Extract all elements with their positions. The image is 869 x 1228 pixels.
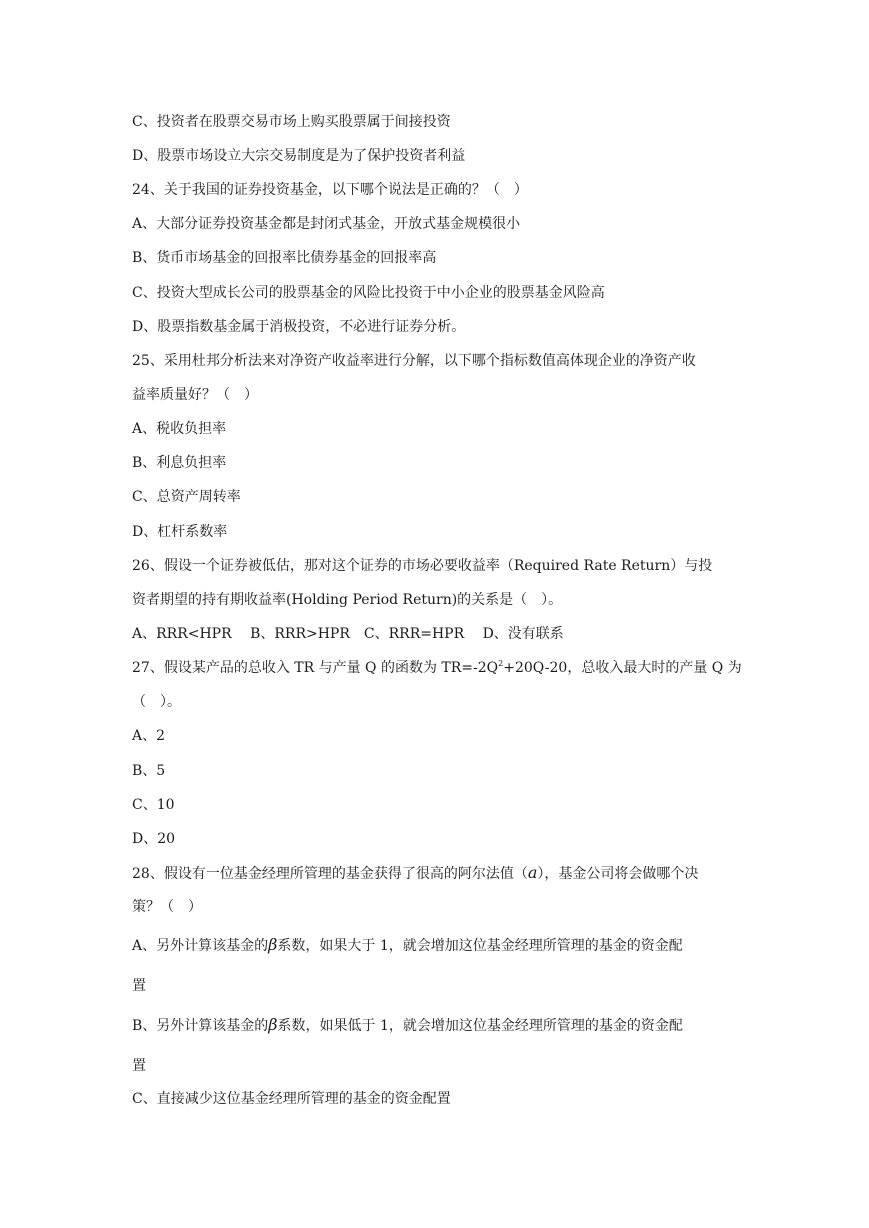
option-a-q28-post: 系数，如果大于 1，就会增加这位基金经理所管理的基金的资金配 — [277, 938, 683, 954]
option-c-q28: C、直接减少这位基金经理所管理的基金的资金配置 — [132, 1091, 451, 1107]
option-c-q25: C、总资产周转率 — [132, 489, 241, 505]
question-25-line-2: 益率质量好？（ ） — [132, 387, 258, 403]
question-27-text-pre: 27、假设某产品的总收入 TR 与产量 Q 的函数为 TR=-2Q — [132, 660, 499, 676]
option-a-q28-pre: A、另外计算该基金的 — [132, 938, 269, 954]
question-27-line-2: （ ）。 — [132, 694, 181, 710]
option-b-q24: B、货币市场基金的回报率比债券基金的回报率高 — [132, 250, 437, 266]
option-c-q27: C、10 — [132, 797, 175, 813]
options-q26: A、RRR<HPR B、RRR>HPR C、RRR=HPR D、没有联系 — [132, 626, 564, 642]
option-a-q28-line-2: 置 — [132, 978, 146, 994]
question-27-text-post: +20Q-20，总收入最大时的产量 Q 为 — [503, 660, 742, 676]
question-26-line-2: 资者期望的持有期收益率(Holding Period Return)的关系是（ ）。 — [132, 592, 563, 608]
option-a-q27: A、2 — [132, 728, 166, 744]
question-28-line-1 — [132, 863, 698, 884]
option-a-q28-line-1 — [132, 935, 683, 956]
option-b-q28-pre: B、另外计算该基金的 — [132, 1018, 269, 1034]
option-b-q28-line-1 — [132, 1015, 683, 1036]
option-d-q23: D、股票市场设立大宗交易制度是为了保护投资者利益 — [132, 148, 466, 164]
question-28-text-post: ），基金公司将会做哪个决 — [537, 866, 699, 882]
beta-symbol: β — [268, 1015, 278, 1034]
option-c-q23: C、投资者在股票交易市场上购买股票属于间接投资 — [132, 114, 451, 130]
beta-symbol: β — [268, 935, 278, 954]
question-28-text-pre: 28、假设有一位基金经理所管理的基金获得了很高的阿尔法值（ — [132, 866, 528, 882]
option-d-q24: D、股票指数基金属于消极投资，不必进行证券分析。 — [132, 319, 466, 335]
option-a-q24: A、大部分证券投资基金都是封闭式基金，开放式基金规模很小 — [132, 216, 521, 232]
question-28-line-2: 策？（ ） — [132, 899, 202, 915]
option-b-q25: B、利息负担率 — [132, 455, 227, 471]
superscript-exponent: 2 — [498, 659, 504, 668]
question-25-line-1: 25、采用杜邦分析法来对净资产收益率进行分解，以下哪个指标数值高体现企业的净资产收 — [132, 353, 696, 369]
alpha-symbol: a — [527, 863, 538, 882]
question-27-line-1 — [132, 658, 742, 678]
option-c-q24: C、投资大型成长公司的股票基金的风险比投资于中小企业的股票基金风险高 — [132, 285, 605, 301]
question-26-line-1: 26、假设一个证券被低估，那对这个证券的市场必要收益率（Required Rate Return）与投 — [132, 558, 713, 574]
option-b-q28-post: 系数，如果低于 1，就会增加这位基金经理所管理的基金的资金配 — [277, 1018, 683, 1034]
option-a-q25: A、税收负担率 — [132, 421, 227, 437]
question-24: 24、关于我国的证券投资基金，以下哪个说法是正确的？（ ） — [132, 182, 528, 198]
document-page — [132, 0, 744, 1228]
option-b-q28-line-2: 置 — [132, 1058, 146, 1074]
option-b-q27: B、5 — [132, 763, 166, 779]
option-d-q27: D、20 — [132, 831, 176, 847]
option-d-q25: D、杠杆系数率 — [132, 524, 228, 540]
